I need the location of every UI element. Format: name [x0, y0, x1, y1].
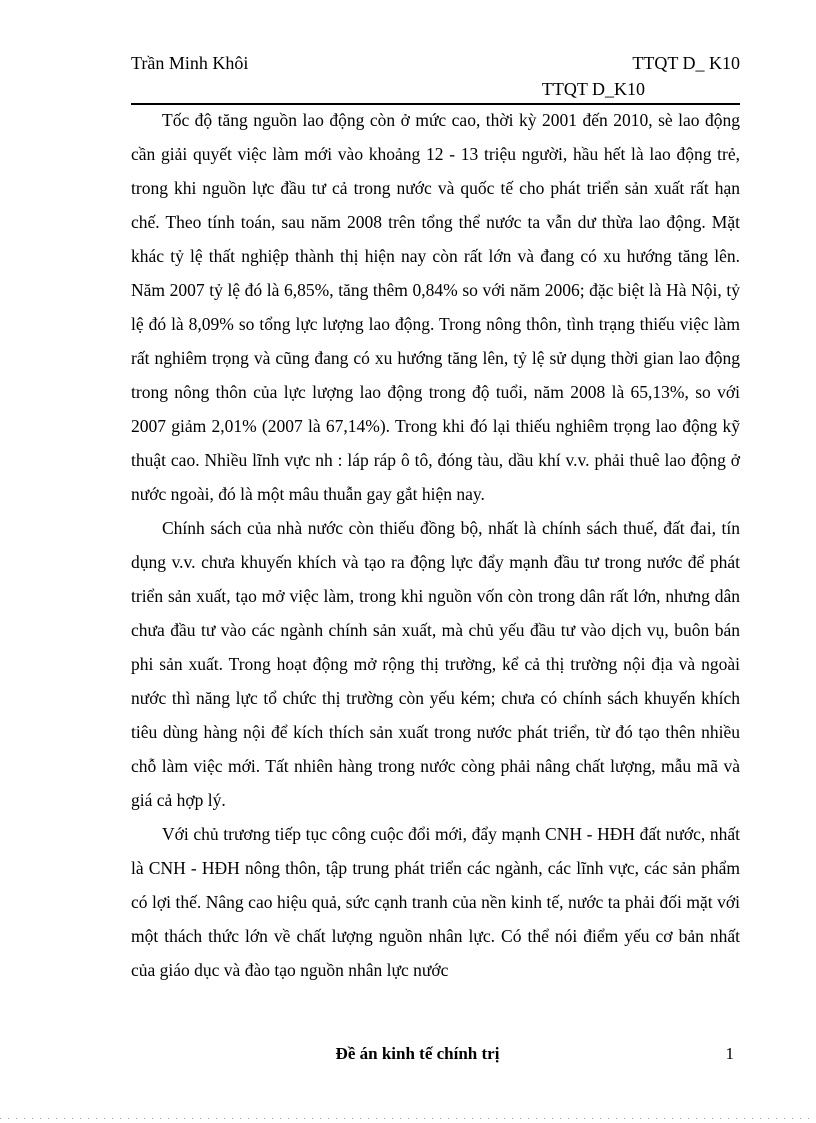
- bottom-dotted-line: [0, 1118, 816, 1119]
- document-body: [131, 103, 740, 987]
- page-footer: [131, 1042, 740, 1066]
- paragraph-3: Với chủ trương tiếp tục công cuộc đổi mới, đẩy mạnh CNH - HĐH đất nước, nhất là CNH - HĐH nông thôn, tập trung phát triển các ngành, các lĩnh vực, các sản phẩm có lợi thế. Nâng cao hiệu quả, sức cạnh tranh của nền kinh tế, nước ta phải đối mặt với một thách thức lớn về chất lượng nguồn nhân lực. Có thể nói điểm yếu cơ bản nhất của giáo dục và đào tạo nguồn nhân lực nước: [131, 824, 740, 980]
- paragraph-2: Chính sách của nhà nước còn thiếu đồng bộ, nhất là chính sách thuế, đất đai, tín dụng v.v. chưa khuyến khích và tạo ra động lực đẩy mạnh đầu tư trong nước để phát triển sản xuất, tạo mở việc làm, trong khi nguồn vốn còn trong dân rất lớn, nhưng dân chưa đầu tư vào các ngành chính sản xuất, mà chủ yếu đầu tư vào dịch vụ, buôn bán phi sản xuất. Trong hoạt động mở rộng thị trường, kể cả thị trường nội địa và ngoài nước thì năng lực tổ chức thị trường còn yếu kém; chưa có chính sách khuyến khích tiêu dùng hàng nội để kích thích sản xuất trong nước phát triển, từ đó tạo thên nhiều chỗ làm việc mới. Tất nhiên hàng trong nước còng phải nâng chất lượng, mẫu mã và giá cả hợp lý.: [131, 518, 740, 810]
- page-number: 1: [725, 1044, 734, 1063]
- class-code-line2: TTQT D_K10: [541, 79, 645, 99]
- paragraph-1: Tốc độ tăng nguồn lao động còn ở mức cao, thời kỳ 2001 đến 2010, sè lao động cần giải quyết việc làm mới vào khoảng 12 - 13 triệu người, hầu hết là lao động trẻ, trong khi nguồn lực đầu tư cả trong nước và quốc tế cho phát triển sản xuất rất hạn chế. Theo tính toán, sau năm 2008 trên tổng thể nước ta vẫn dư thừa lao động. Mặt khác tỷ lệ thất nghiệp thành thị hiện nay còn rất lớn và đang có xu hướng tăng lên. Năm 2007 tỷ lệ đó là 6,85%, tăng thêm 0,84% so với năm 2006; đặc biệt là Hà Nội, tỷ lệ đó là 8,09% so tổng lực lượng lao động. Trong nông thôn, tình trạng thiếu việc làm rất nghiêm trọng và cũng đang có xu hướng tăng lên, tỷ lệ sử dụng thời gian lao động trong nông thôn của lực lượng lao động trong độ tuổi, năm 2008 là 65,13%, so với 2007 giảm 2,01% (2007 là 67,14%). Trong khi đó lại thiếu nghiêm trọng lao động kỹ thuật cao. Nhiều lĩnh vực nh : láp ráp ô tô, đóng tàu, dầu khí v.v. phải thuê lao động ở nước ngoài, đó là một mâu thuẫn gay gắt hiện nay.: [131, 110, 740, 504]
- class-code-line1: TTQT D_ K10: [632, 53, 740, 73]
- page-header: [131, 50, 740, 105]
- header-row-1: [131, 50, 740, 76]
- footer-title: Đề án kinh tế chính trị: [335, 1044, 500, 1063]
- header-row-2: [131, 76, 740, 102]
- author-name: Trần Minh Khôi: [131, 53, 249, 73]
